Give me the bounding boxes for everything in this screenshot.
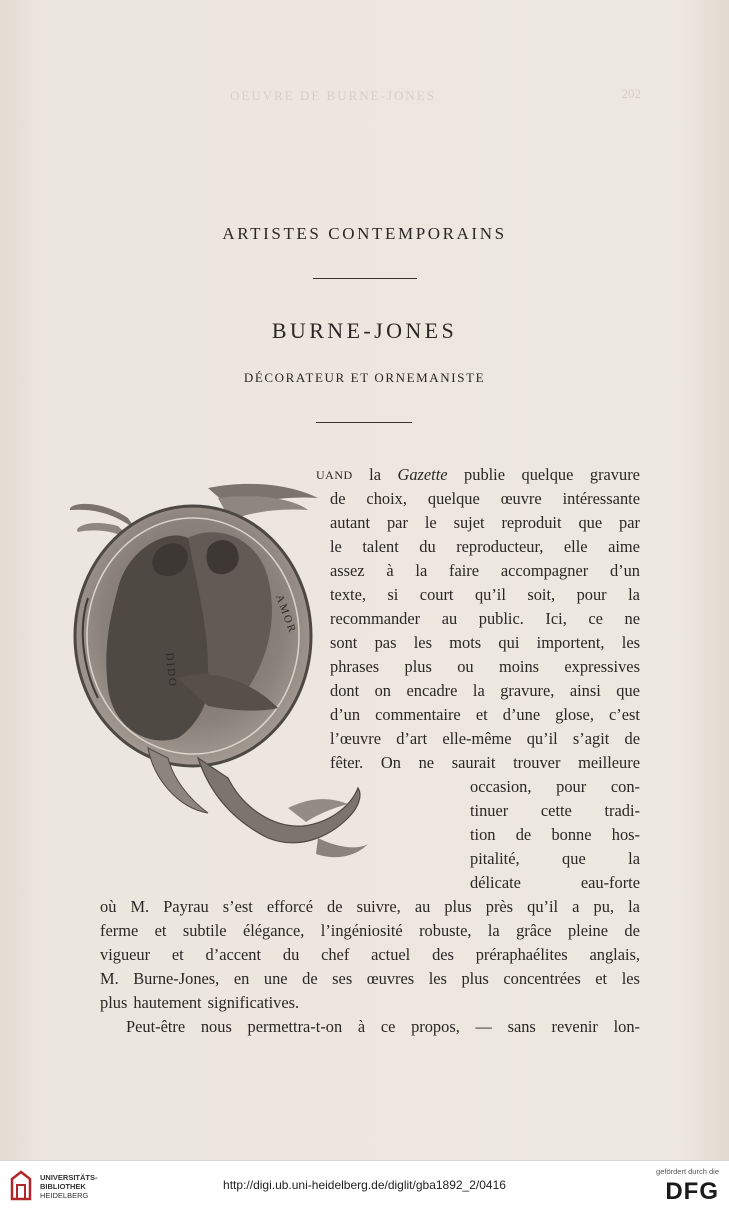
- word: talent: [362, 537, 399, 556]
- text-line: [100, 895, 640, 919]
- word: pu,: [593, 897, 614, 916]
- word: meilleure: [578, 753, 640, 772]
- text-line: [470, 799, 640, 823]
- word: lon-: [613, 1017, 640, 1036]
- word: qui: [498, 633, 520, 652]
- text-line: [100, 991, 299, 1015]
- word: propos,: [411, 1017, 460, 1036]
- word: elle: [563, 537, 588, 556]
- word: accompagner: [500, 561, 589, 580]
- text-line: [330, 511, 640, 535]
- word: s’est: [222, 897, 253, 916]
- word: mots: [449, 633, 482, 652]
- lettrine-label-amor: AMOR: [273, 592, 299, 636]
- word: une: [263, 969, 288, 988]
- word: efforcé: [266, 897, 313, 916]
- word: hos-: [611, 825, 640, 844]
- decorated-initial-q-illustration: [58, 478, 371, 886]
- word: tradi-: [604, 801, 640, 820]
- word: près: [485, 897, 514, 916]
- word: hautement: [133, 993, 202, 1012]
- word: significatives.: [207, 993, 300, 1012]
- word: con-: [610, 777, 640, 796]
- word: chef: [321, 945, 350, 964]
- bleed-through-page-number: 202: [621, 86, 641, 101]
- word: où: [100, 897, 117, 916]
- word: d’un: [330, 705, 361, 724]
- word: gravure: [589, 465, 640, 484]
- word: UAND: [316, 468, 353, 482]
- word: de: [302, 969, 318, 988]
- word: Gazette: [397, 465, 448, 484]
- word: Ici,: [545, 609, 567, 628]
- word: la: [369, 465, 381, 484]
- word: et: [595, 969, 608, 988]
- word: revenir: [551, 1017, 598, 1036]
- word: encadre: [406, 681, 458, 700]
- word: ne: [624, 609, 640, 628]
- word: des: [432, 945, 454, 964]
- word: sans: [507, 1017, 536, 1036]
- word: Payrau: [163, 897, 209, 916]
- word: la: [487, 921, 500, 940]
- word: anglais,: [589, 945, 640, 964]
- word: œuvre: [500, 489, 542, 508]
- text-line: [330, 559, 640, 583]
- word: permettra-t-on: [247, 1017, 343, 1036]
- word: l’ingéniosité: [320, 921, 403, 940]
- word: vigueur: [100, 945, 151, 964]
- word: la: [628, 897, 640, 916]
- word: plus: [444, 897, 472, 916]
- word: en: [233, 969, 250, 988]
- word: de: [330, 489, 346, 508]
- text-line: [470, 871, 640, 895]
- word: qu’il: [474, 585, 506, 604]
- word: autant: [330, 513, 371, 532]
- funding-note: gefördert durch die: [656, 1167, 719, 1176]
- word: d’art: [396, 729, 428, 748]
- word: pitalité,: [470, 849, 520, 868]
- word: au: [414, 897, 431, 916]
- word: que: [578, 513, 603, 532]
- word: public.: [478, 609, 524, 628]
- word: qu’il: [526, 729, 558, 748]
- word: l’œuvre: [330, 729, 381, 748]
- word: Burne-Jones,: [133, 969, 220, 988]
- word: ce: [588, 609, 603, 628]
- word: concentrées: [503, 969, 581, 988]
- text-line: [330, 751, 640, 775]
- word: a: [572, 897, 580, 916]
- word: le: [330, 537, 342, 556]
- article-title: BURNE-JONES: [271, 318, 458, 343]
- bottom-divider: [316, 422, 412, 423]
- word: soit,: [527, 585, 556, 604]
- word: publie: [464, 465, 506, 484]
- word: sont: [330, 633, 358, 652]
- logo-line: UNIVERSITÄTS-: [40, 1173, 98, 1182]
- section-header: ARTISTES CONTEMPORAINS: [222, 224, 507, 243]
- text-line: [330, 487, 640, 511]
- word: du: [419, 537, 436, 556]
- dfg-logo: DFG: [665, 1178, 719, 1205]
- word: On: [380, 753, 401, 772]
- word: assez: [330, 561, 365, 580]
- word: de: [624, 921, 640, 940]
- word: les: [428, 969, 447, 988]
- word: et: [475, 705, 488, 724]
- word: ainsi: [569, 681, 601, 700]
- text-line: [470, 775, 640, 799]
- word: ferme: [100, 921, 139, 940]
- word: pleine: [567, 921, 609, 940]
- text-line: [470, 823, 640, 847]
- word: M.: [130, 897, 150, 916]
- text-line: [330, 727, 640, 751]
- word: de: [327, 897, 343, 916]
- word: trouver: [513, 753, 561, 772]
- word: les: [413, 633, 432, 652]
- word: texte,: [330, 585, 366, 604]
- word: saurait: [451, 753, 496, 772]
- word: plus: [100, 993, 128, 1012]
- word: que: [562, 849, 586, 868]
- word: dont: [330, 681, 360, 700]
- word: œuvres: [366, 969, 415, 988]
- word: délicate: [470, 873, 521, 892]
- text-line: [330, 631, 640, 655]
- word: quelque: [427, 489, 480, 508]
- word: fêter.: [330, 753, 364, 772]
- word: plus: [461, 969, 489, 988]
- word: tinuer: [470, 801, 509, 820]
- word: importent,: [536, 633, 605, 652]
- word: elle-même: [442, 729, 512, 748]
- text-line: [330, 703, 640, 727]
- word: la: [472, 681, 485, 700]
- word: que: [616, 681, 640, 700]
- word: gravure,: [500, 681, 555, 700]
- word: M.: [100, 969, 119, 988]
- logo-line: BIBLIOTHEK: [40, 1182, 86, 1191]
- word: les: [621, 969, 640, 988]
- word: et: [171, 945, 184, 964]
- word: de: [515, 825, 532, 844]
- word: commentaire: [375, 705, 461, 724]
- text-line: [100, 967, 640, 991]
- word: —: [475, 1017, 492, 1036]
- word: on: [374, 681, 391, 700]
- word: par: [619, 513, 640, 532]
- word: si: [387, 585, 399, 604]
- word: court: [419, 585, 454, 604]
- word: suivre,: [356, 897, 401, 916]
- word: la: [628, 849, 640, 868]
- word: grâce: [516, 921, 552, 940]
- word: Peut-être: [126, 1017, 186, 1036]
- word: pour: [576, 585, 607, 604]
- word: reproduit: [501, 513, 562, 532]
- word: pour: [556, 777, 587, 796]
- word: robuste,: [419, 921, 472, 940]
- word: ne: [418, 753, 435, 772]
- permalink-url[interactable]: http://digi.ub.uni-heidelberg.de/diglit/gba1892_2/0416: [223, 1178, 506, 1192]
- word: eau-forte: [580, 873, 640, 892]
- word: expressives: [564, 657, 640, 676]
- word: au: [441, 609, 458, 628]
- word: d’accent: [205, 945, 262, 964]
- bleed-through-header: OEUVRE DE BURNE-JONES: [230, 88, 436, 103]
- word: pas: [374, 633, 397, 652]
- word: la: [628, 585, 640, 604]
- word: élégance,: [242, 921, 305, 940]
- word: plus: [404, 657, 432, 676]
- word: intéressante: [562, 489, 640, 508]
- word: moins: [498, 657, 540, 676]
- word: du: [282, 945, 300, 964]
- word: qu’il: [527, 897, 559, 916]
- word: à: [386, 561, 394, 580]
- text-line: [470, 847, 640, 871]
- word: par: [386, 513, 408, 532]
- logo-line: HEIDELBERG: [40, 1191, 89, 1200]
- text-line: [100, 919, 640, 943]
- text-line: [330, 535, 640, 559]
- word: la: [415, 561, 428, 580]
- text-line: [100, 943, 640, 967]
- top-divider: [313, 278, 417, 279]
- word: ou: [457, 657, 474, 676]
- article-subtitle: DÉCORATEUR ET ORNEMANISTE: [243, 370, 486, 385]
- text-line: [330, 655, 640, 679]
- text-line: [330, 583, 640, 607]
- word: à: [357, 1017, 366, 1036]
- word: glose,: [555, 705, 594, 724]
- word: de: [624, 729, 640, 748]
- word: sujet: [453, 513, 485, 532]
- text-line: [316, 463, 640, 487]
- word: les: [621, 633, 640, 652]
- word: occasion,: [470, 777, 532, 796]
- word: reproducteur,: [456, 537, 544, 556]
- word: choix,: [366, 489, 407, 508]
- word: recommander: [330, 609, 421, 628]
- word: tion: [470, 825, 496, 844]
- word: faire: [449, 561, 480, 580]
- word: quelque: [521, 465, 574, 484]
- word: ses: [332, 969, 353, 988]
- word: s’agit: [572, 729, 610, 748]
- lettrine-label-dido: DIDO: [163, 652, 179, 689]
- word: le: [424, 513, 437, 532]
- word: préraphaélites: [475, 945, 568, 964]
- word: subtile: [182, 921, 227, 940]
- word: nous: [200, 1017, 232, 1036]
- word: aime: [608, 537, 640, 556]
- word: c’est: [609, 705, 640, 724]
- word: d’une: [502, 705, 541, 724]
- word: cette: [540, 801, 572, 820]
- word: actuel: [371, 945, 411, 964]
- library-footer: [0, 1160, 729, 1212]
- word: ce: [380, 1017, 396, 1036]
- text-line: [126, 1015, 640, 1039]
- word: phrases: [330, 657, 380, 676]
- text-line: [330, 607, 640, 631]
- word: d’un: [609, 561, 640, 580]
- text-line: [330, 679, 640, 703]
- word: bonne: [551, 825, 592, 844]
- word: et: [154, 921, 167, 940]
